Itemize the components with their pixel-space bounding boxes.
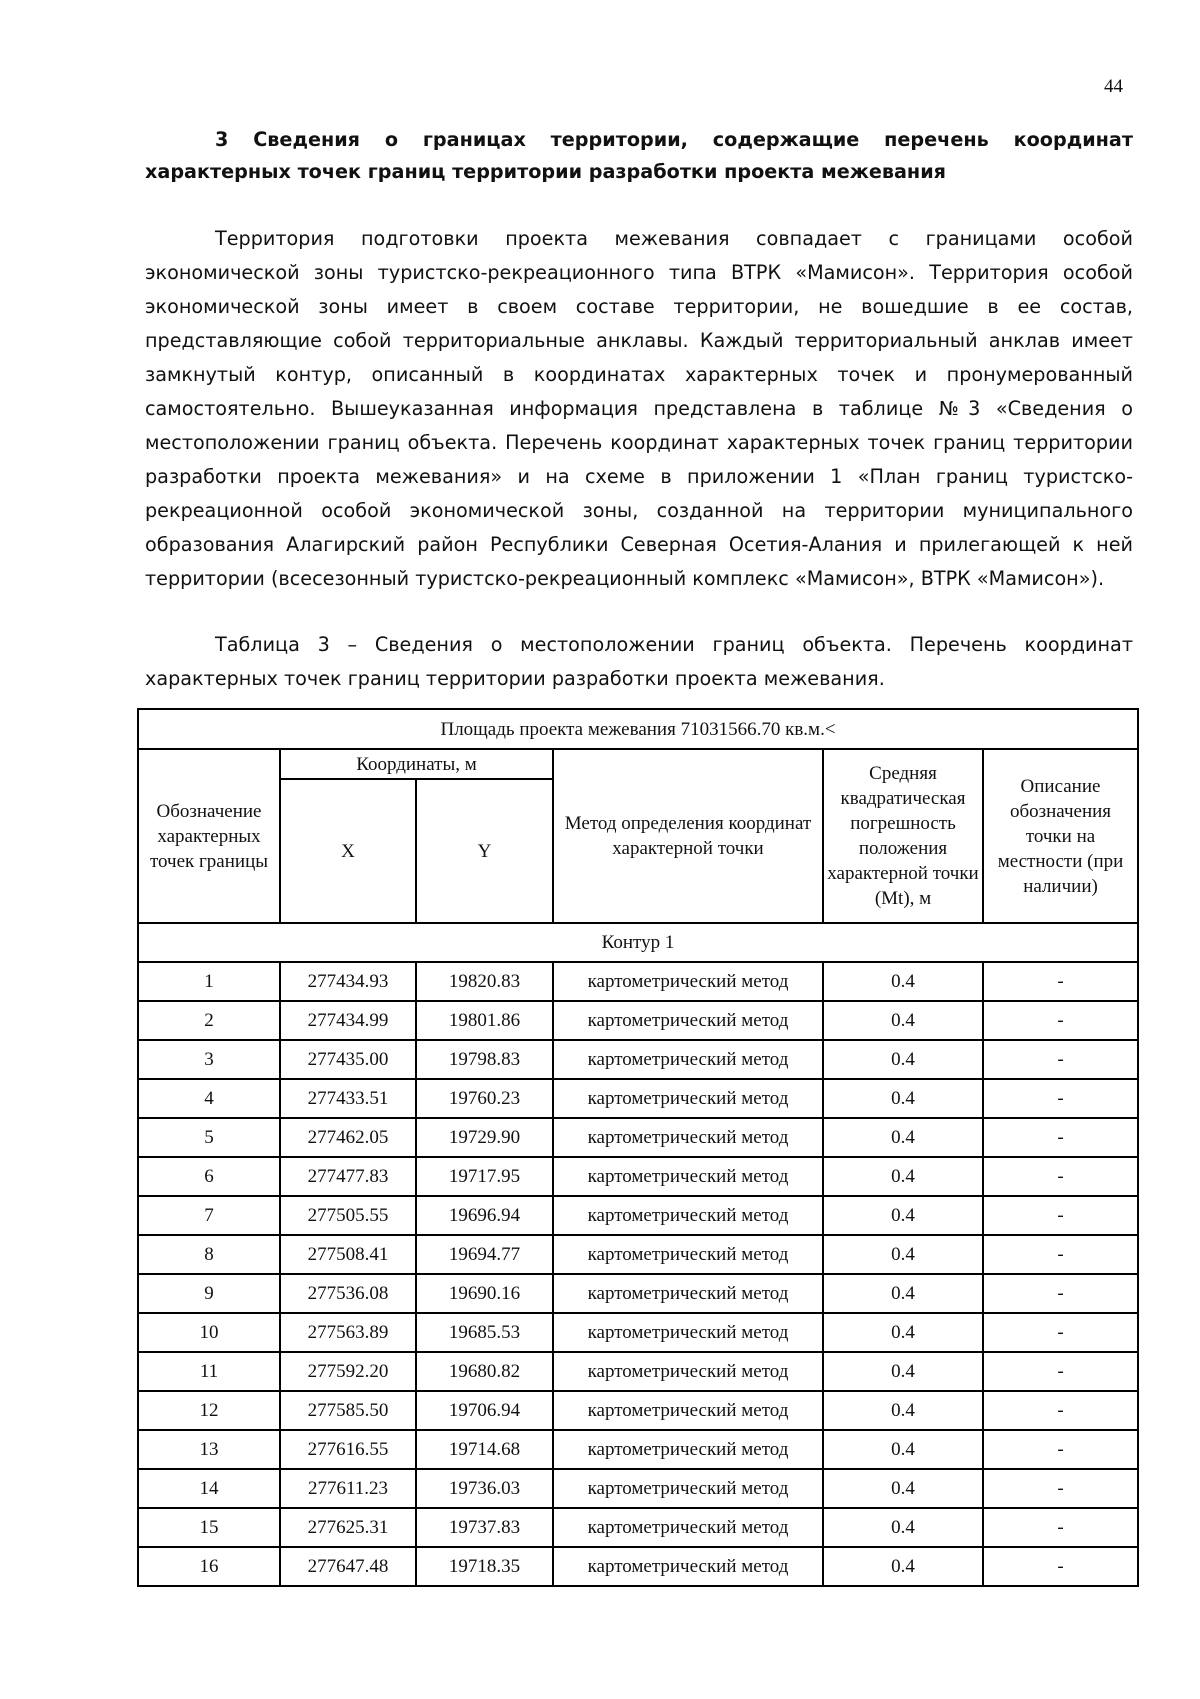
coordinates-table: [137, 708, 1139, 1587]
point-number-cell: 9: [138, 1274, 280, 1313]
header-error: Средняя квадратическая погрешность положения характерной точки (Mt), м: [823, 749, 983, 923]
description-cell: -: [983, 1352, 1138, 1391]
error-cell: 0.4: [823, 962, 983, 1001]
table-row: [138, 962, 1138, 1001]
method-cell: картометрический метод: [553, 1430, 823, 1469]
error-cell: 0.4: [823, 1118, 983, 1157]
contour-label: Контур 1: [138, 923, 1138, 962]
point-number-cell: 16: [138, 1547, 280, 1586]
x-coordinate-cell: 277462.05: [280, 1118, 416, 1157]
description-cell: -: [983, 1157, 1138, 1196]
x-coordinate-cell: 277433.51: [280, 1079, 416, 1118]
header-y: Y: [416, 779, 553, 923]
table-row: [138, 1040, 1138, 1079]
point-number-cell: 2: [138, 1001, 280, 1040]
description-cell: -: [983, 1196, 1138, 1235]
x-coordinate-cell: 277625.31: [280, 1508, 416, 1547]
description-cell: -: [983, 1313, 1138, 1352]
error-cell: 0.4: [823, 1391, 983, 1430]
y-coordinate-cell: 19737.83: [416, 1508, 553, 1547]
method-cell: картометрический метод: [553, 962, 823, 1001]
table-row: [138, 1547, 1138, 1586]
method-cell: картометрический метод: [553, 1547, 823, 1586]
description-cell: -: [983, 1547, 1138, 1586]
table-row: [138, 1079, 1138, 1118]
method-cell: картометрический метод: [553, 1391, 823, 1430]
y-coordinate-cell: 19736.03: [416, 1469, 553, 1508]
point-number-cell: 10: [138, 1313, 280, 1352]
table-row: [138, 1274, 1138, 1313]
table-row: [138, 1001, 1138, 1040]
header-x: X: [280, 779, 416, 923]
y-coordinate-cell: 19690.16: [416, 1274, 553, 1313]
method-cell: картометрический метод: [553, 1508, 823, 1547]
y-coordinate-cell: 19706.94: [416, 1391, 553, 1430]
table-row: [138, 1430, 1138, 1469]
method-cell: картометрический метод: [553, 1352, 823, 1391]
method-cell: картометрический метод: [553, 1274, 823, 1313]
x-coordinate-cell: 277435.00: [280, 1040, 416, 1079]
header-method: Метод определения координат характерной точки: [553, 749, 823, 923]
table-row: [138, 1508, 1138, 1547]
method-cell: картометрический метод: [553, 1040, 823, 1079]
x-coordinate-cell: 277585.50: [280, 1391, 416, 1430]
error-cell: 0.4: [823, 1313, 983, 1352]
area-cell: Площадь проекта межевания 71031566.70 кв.м.<: [138, 709, 1138, 749]
x-coordinate-cell: 277611.23: [280, 1469, 416, 1508]
method-cell: картометрический метод: [553, 1079, 823, 1118]
method-cell: картометрический метод: [553, 1235, 823, 1274]
description-cell: -: [983, 1469, 1138, 1508]
y-coordinate-cell: 19729.90: [416, 1118, 553, 1157]
point-number-cell: 13: [138, 1430, 280, 1469]
x-coordinate-cell: 277434.99: [280, 1001, 416, 1040]
table-caption: Таблица 3 – Сведения о местоположении границ объекта. Перечень координат характерных точек границ территории разработки проекта межевания.: [145, 633, 1133, 690]
description-cell: -: [983, 1430, 1138, 1469]
x-coordinate-cell: 277434.93: [280, 962, 416, 1001]
x-coordinate-cell: 277592.20: [280, 1352, 416, 1391]
description-cell: -: [983, 1508, 1138, 1547]
error-cell: 0.4: [823, 1157, 983, 1196]
table-row: [138, 1352, 1138, 1391]
error-cell: 0.4: [823, 1040, 983, 1079]
error-cell: 0.4: [823, 1508, 983, 1547]
method-cell: картометрический метод: [553, 1313, 823, 1352]
header-designation: Обозначение характерных точек границы: [138, 749, 280, 923]
x-coordinate-cell: 277647.48: [280, 1547, 416, 1586]
point-number-cell: 3: [138, 1040, 280, 1079]
point-number-cell: 6: [138, 1157, 280, 1196]
description-cell: -: [983, 1118, 1138, 1157]
y-coordinate-cell: 19685.53: [416, 1313, 553, 1352]
error-cell: 0.4: [823, 1001, 983, 1040]
header-row: [138, 749, 1138, 779]
area-row: [138, 709, 1138, 749]
contour-row: [138, 923, 1138, 962]
point-number-cell: 4: [138, 1079, 280, 1118]
description-cell: -: [983, 1235, 1138, 1274]
error-cell: 0.4: [823, 1352, 983, 1391]
section-heading: 3 Сведения о границах территории, содержащие перечень координат характерных точек границ территории разработки проекта межевания: [145, 128, 1133, 183]
description-cell: -: [983, 1040, 1138, 1079]
description-cell: -: [983, 1391, 1138, 1430]
header-coordinates: Координаты, м: [280, 749, 553, 779]
method-cell: картометрический метод: [553, 1001, 823, 1040]
x-coordinate-cell: 277477.83: [280, 1157, 416, 1196]
y-coordinate-cell: 19718.35: [416, 1547, 553, 1586]
error-cell: 0.4: [823, 1079, 983, 1118]
y-coordinate-cell: 19696.94: [416, 1196, 553, 1235]
x-coordinate-cell: 277508.41: [280, 1235, 416, 1274]
table-row: [138, 1469, 1138, 1508]
table-row: [138, 1235, 1138, 1274]
y-coordinate-cell: 19760.23: [416, 1079, 553, 1118]
error-cell: 0.4: [823, 1547, 983, 1586]
header-description: Описание обозначения точки на местности (при наличии): [983, 749, 1138, 923]
y-coordinate-cell: 19680.82: [416, 1352, 553, 1391]
x-coordinate-cell: 277563.89: [280, 1313, 416, 1352]
point-number-cell: 5: [138, 1118, 280, 1157]
description-cell: -: [983, 1001, 1138, 1040]
point-number-cell: 7: [138, 1196, 280, 1235]
point-number-cell: 8: [138, 1235, 280, 1274]
point-number-cell: 15: [138, 1508, 280, 1547]
y-coordinate-cell: 19801.86: [416, 1001, 553, 1040]
description-cell: -: [983, 1079, 1138, 1118]
point-number-cell: 14: [138, 1469, 280, 1508]
method-cell: картометрический метод: [553, 1157, 823, 1196]
table-row: [138, 1118, 1138, 1157]
table-row: [138, 1313, 1138, 1352]
y-coordinate-cell: 19820.83: [416, 962, 553, 1001]
point-number-cell: 11: [138, 1352, 280, 1391]
point-number-cell: 1: [138, 962, 280, 1001]
y-coordinate-cell: 19717.95: [416, 1157, 553, 1196]
error-cell: 0.4: [823, 1469, 983, 1508]
method-cell: картометрический метод: [553, 1469, 823, 1508]
error-cell: 0.4: [823, 1235, 983, 1274]
error-cell: 0.4: [823, 1430, 983, 1469]
description-cell: -: [983, 962, 1138, 1001]
y-coordinate-cell: 19694.77: [416, 1235, 553, 1274]
table-row: [138, 1391, 1138, 1430]
error-cell: 0.4: [823, 1196, 983, 1235]
description-cell: -: [983, 1274, 1138, 1313]
page-number: 44: [1104, 76, 1123, 97]
table-row: [138, 1157, 1138, 1196]
y-coordinate-cell: 19714.68: [416, 1430, 553, 1469]
y-coordinate-cell: 19798.83: [416, 1040, 553, 1079]
method-cell: картометрический метод: [553, 1118, 823, 1157]
body-paragraph: Территория подготовки проекта межевания совпадает с границами особой экономической зоны туристско-рекреационного типа ВТРК «Мамисон». Территория особой экономической зоны имеет в своем составе территории, не вошедшие в ее состав, представляющие собой территориальные анклавы. Каждый территориальный анклав имеет замкнутый контур, описанный в координатах характерных точек и пронумерованный самостоятельно. Вышеуказанная информация представлена в таблице №3 «Сведения о местоположении границ объекта. Перечень координат характерных точек границ территории разработки проекта межевания» и на схеме в приложении 1 «План границ туристско-рекреационной особой экономической зоны, созданной на территории муниципального образования Алагирский район Республики Северная Осетия-Алания и прилегающей к ней территории (всесезонный туристско-рекреационный комплекс «Мамисон», ВТРК «Мамисон»).: [145, 227, 1133, 590]
method-cell: картометрический метод: [553, 1196, 823, 1235]
x-coordinate-cell: 277505.55: [280, 1196, 416, 1235]
error-cell: 0.4: [823, 1274, 983, 1313]
x-coordinate-cell: 277536.08: [280, 1274, 416, 1313]
point-number-cell: 12: [138, 1391, 280, 1430]
x-coordinate-cell: 277616.55: [280, 1430, 416, 1469]
table-row: [138, 1196, 1138, 1235]
